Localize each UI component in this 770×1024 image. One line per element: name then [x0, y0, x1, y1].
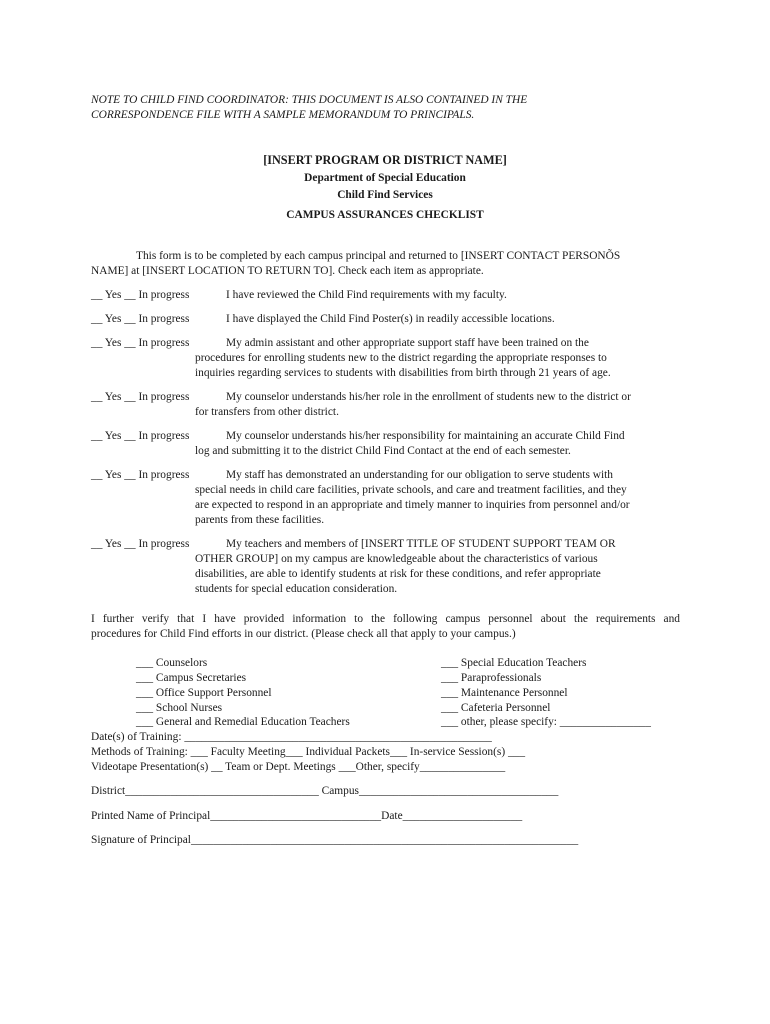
item-7-text: My teachers and members of [INSERT TITLE OF STUDENT SUPPORT TEAM OR — [226, 538, 616, 550]
district-campus-field[interactable]: District__________________________________ Campus___________________________________ — [91, 785, 559, 797]
training-dates-field[interactable]: Date(s) of Training: ______________________________________________________ — [91, 731, 492, 743]
item-7-checkbox[interactable]: __ Yes __ In progress — [91, 538, 190, 550]
training-methods-field[interactable]: Methods of Training: ___ Faculty Meeting___ Individual Packets___ In-service Session(s) ___ — [91, 746, 526, 758]
personnel-other-specify[interactable]: ___ other, please specify: ________________ — [441, 716, 651, 728]
principal-signature-field[interactable]: Signature of Principal____________________________________________________________________ — [91, 834, 579, 846]
item-7-text: disabilities, are able to identify students at risk for these conditions, and refer appropriate — [195, 568, 601, 580]
personnel-option[interactable]: ___ Special Education Teachers — [441, 657, 587, 669]
item-3-text: procedures for enrolling students new to the district regarding the appropriate responses to — [195, 352, 607, 364]
item-2-checkbox[interactable]: __ Yes __ In progress — [91, 313, 190, 325]
personnel-option[interactable]: ___ Paraprofessionals — [441, 672, 542, 684]
item-3-checkbox[interactable]: __ Yes __ In progress — [91, 337, 190, 349]
personnel-option[interactable]: ___ School Nurses — [136, 702, 223, 714]
item-3-text: inquiries regarding services to students with disabilities from birth through 21 years of age. — [195, 367, 611, 379]
personnel-option[interactable]: ___ Counselors — [136, 657, 208, 669]
personnel-option[interactable]: ___ Campus Secretaries — [136, 672, 247, 684]
intro-line-1: This form is to be completed by each campus principal and returned to [INSERT CONTACT PERSONÕS — [136, 250, 621, 262]
personnel-option[interactable]: ___ General and Remedial Education Teachers — [136, 716, 350, 728]
intro-line-2: NAME] at [INSERT LOCATION TO RETURN TO]. Check each item as appropriate. — [91, 265, 484, 277]
services-heading: Child Find Services — [337, 189, 433, 201]
coordinator-note-line-2: CORRESPONDENCE FILE WITH A SAMPLE MEMORANDUM TO PRINCIPALS. — [91, 109, 475, 121]
principal-name-date-field[interactable]: Printed Name of Principal______________________________Date_____________________ — [91, 810, 523, 822]
personnel-option[interactable]: ___ Maintenance Personnel — [441, 687, 568, 699]
program-name-heading: [INSERT PROGRAM OR DISTRICT NAME] — [263, 153, 507, 167]
item-7-text: OTHER GROUP] on my campus are knowledgeable about the characteristics of various — [195, 553, 598, 565]
item-4-text: My counselor understands his/her role in the enrollment of students new to the district or — [226, 391, 631, 403]
item-6-text: are expected to respond in an appropriate and timely manner to inquiries from personnel and/or — [195, 499, 630, 511]
item-5-text: My counselor understands his/her responsibility for maintaining an accurate Child Find — [226, 430, 625, 442]
item-4-checkbox[interactable]: __ Yes __ In progress — [91, 391, 190, 403]
item-1-checkbox[interactable]: __ Yes __ In progress — [91, 289, 190, 301]
personnel-option[interactable]: ___ Office Support Personnel — [136, 687, 272, 699]
item-5-checkbox[interactable]: __ Yes __ In progress — [91, 430, 190, 442]
item-3-text: My admin assistant and other appropriate support staff have been trained on the — [226, 337, 589, 349]
item-2-text: I have displayed the Child Find Poster(s) in readily accessible locations. — [226, 313, 555, 325]
personnel-option[interactable]: ___ Cafeteria Personnel — [441, 702, 551, 714]
item-7-text: students for special education consideration. — [195, 583, 398, 595]
department-heading: Department of Special Education — [304, 172, 466, 184]
training-video-field[interactable]: Videotape Presentation(s) __ Team or Dept. Meetings ___Other, specify_______________ — [91, 761, 506, 773]
item-6-text: My staff has demonstrated an understanding for our obligation to serve students with — [226, 469, 613, 481]
verify-line-2: procedures for Child Find efforts in our district. (Please check all that apply to your campus.) — [91, 628, 516, 640]
item-6-text: parents from these facilities. — [195, 514, 325, 526]
checklist-title: CAMPUS ASSURANCES CHECKLIST — [286, 209, 484, 221]
item-5-text: log and submitting it to the district Child Find Contact at the end of each semester. — [195, 445, 571, 457]
item-6-text: special needs in child care facilities, private schools, and care and treatment facilities, and they — [195, 484, 627, 496]
coordinator-note-line-1: NOTE TO CHILD FIND COORDINATOR: THIS DOCUMENT IS ALSO CONTAINED IN THE — [91, 94, 528, 106]
item-1-text: I have reviewed the Child Find requirements with my faculty. — [226, 289, 507, 301]
item-4-text: for transfers from other district. — [195, 406, 339, 418]
item-6-checkbox[interactable]: __ Yes __ In progress — [91, 469, 190, 481]
verify-line-1: I further verify that I have provided information to the following campus personnel about the requirements and — [91, 613, 680, 625]
